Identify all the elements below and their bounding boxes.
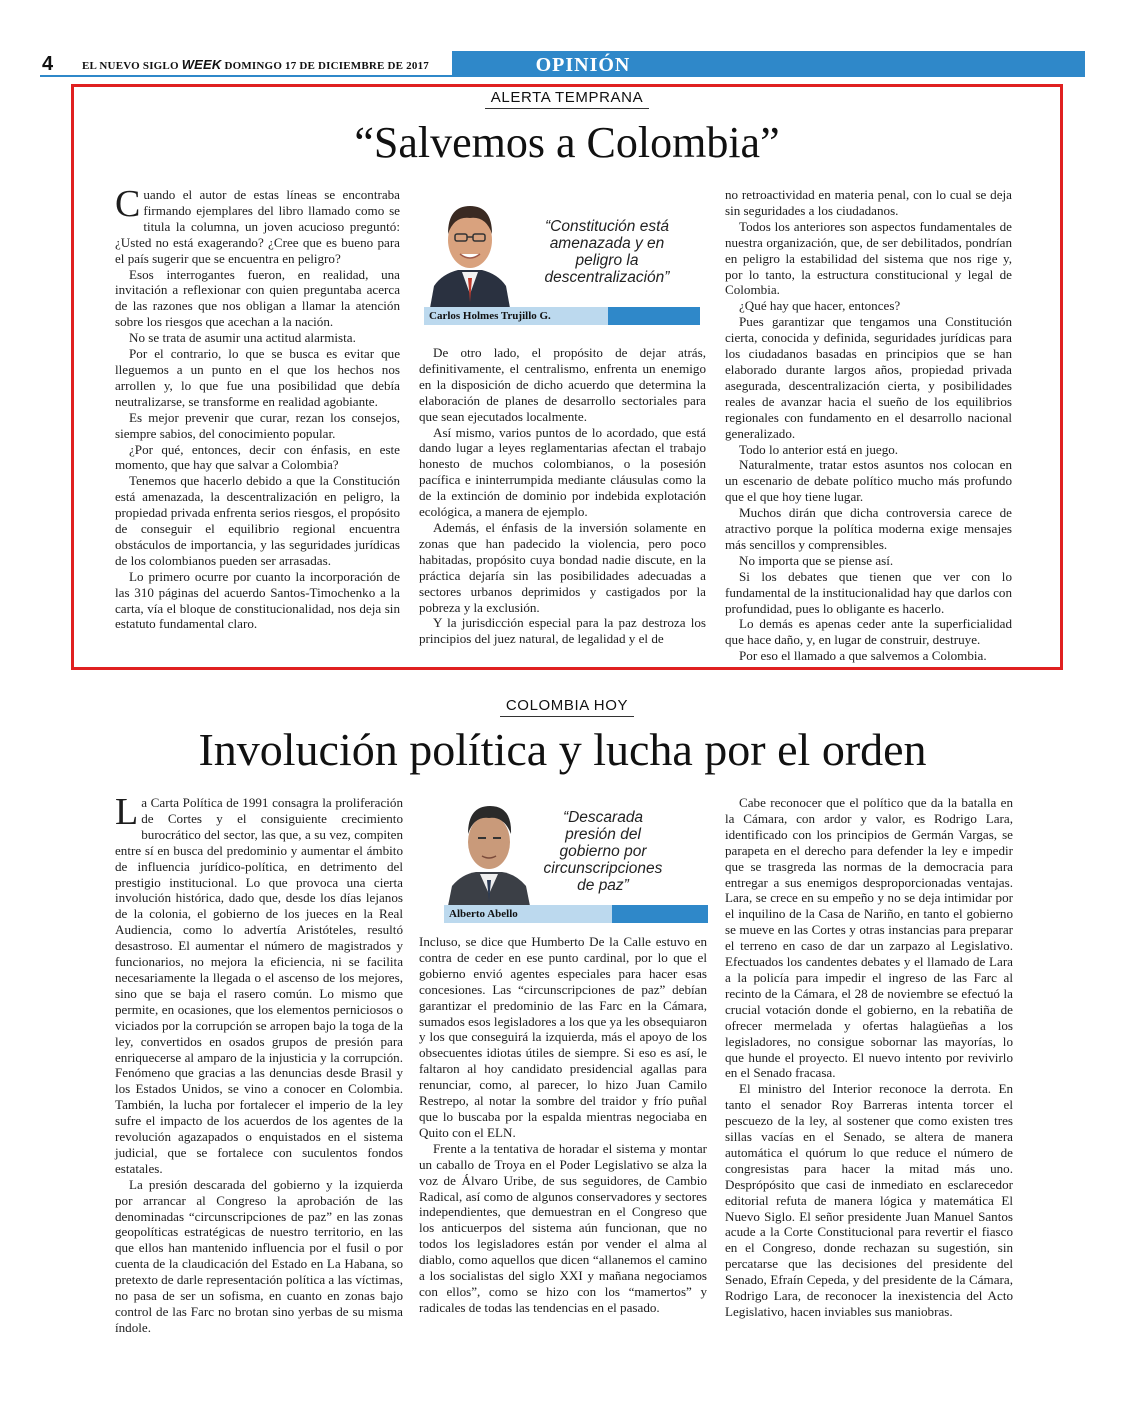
article1-col1-para xyxy=(115,183,400,267)
page-number: 4 xyxy=(42,53,54,75)
author-bar-accent xyxy=(612,905,708,923)
article1-column-3 xyxy=(725,187,1012,664)
article2-col1-text: a Carta Política de 1991 consagra la proliferación de Cortes y el consiguiente crecimiento burocrático del sector, las que, a su vez, compiten entre sí en busca del predominio y aumentar el ámbito de influencia jurídico-política, en detrimento del prestigio institucional. Lo que provoca una cierta involución histórica, dado que, desde los días lejanos de la colonia, el gobierno de los jueces en la Real Audiencia, como lo advertía Aristóteles, resultó desastroso. El aumentar el número de magistrados y funcionarios, no mejora la eficiencia, ni se facilita necesariamente la llegada o el ascenso de los mejores, sino que se baja el rasero común. Lo mismo que permite, en ocasiones, que los elementos perniciosos o viciados por la corrupción se arropen bajo la toga de la ley, convertidos en osados grupos de presión para enriquecerse al amparo de la injusticia y la corrupción. Fenómeno que gracias a las denuncias desde Brasil y los Estados Unidos, se vino a conocer en Colombia. También, la lucha por fortalecer el imperio de la ley sufre el impacto de los acuerdos de los agentes de la revolución agazapados o enquistados en el sistema judicial, que se fortalece con suculentos fondos estatales. xyxy=(115,795,403,1176)
article1-col1-para: No se trata de asumir una actitud alarmista. xyxy=(129,330,356,346)
article1-drop-cap: C xyxy=(115,183,141,225)
author-portrait-image xyxy=(444,794,534,906)
author-bar-accent xyxy=(608,307,700,325)
article2-title: Involución política y lucha por el orden xyxy=(198,724,927,775)
article1-col2-para: Además, el énfasis de la inversión solamente en zonas que han padecido la violencia, pero poco habitadas, propósito cuya bondad nadie discute, en la práctica dejaría sin las posibilidades adecuadas a sectores urbanos deprimidos y castigados por la pobreza y la exclusión. xyxy=(419,519,706,615)
article1-col3-para: Todo lo anterior está en juego. xyxy=(739,441,899,457)
article2-column-1 xyxy=(115,791,403,1336)
article1-col3-para: ¿Qué hay que hacer, entonces? xyxy=(739,298,901,314)
article2-drop-cap: L xyxy=(115,791,139,833)
article1-col1-para: Por el contrario, lo que se busca es evitar que lleguemos a un punto en el que los hechos nos arrollen y, lo que fue una posibilidad que debía neutralizarse, se transforme en realidad agobiante. xyxy=(115,346,400,409)
article1-author-name: Carlos Holmes Trujillo G. xyxy=(424,307,608,325)
article1-title: “Salvemos a Colombia” xyxy=(354,118,780,167)
article1-col2-para: De otro lado, el propósito de dejar atrás, definitivamente, el centralismo, enfrenta un enemigo en la disposición de dicho acuerdo que determina la elaboración de planes de desarrollo sectoriales para que sean ejecutados localmente. xyxy=(419,345,706,424)
article2-author-bar xyxy=(444,905,708,923)
article2-col3-para: El ministro del Interior reconoce la derrota. En tanto el senador Roy Barreras intenta torcer el pescuezo de la ley, al sostener que como existen tres sillas vacías en el Senado, se altera de manera automática el quórum lo que reduce el número de congresistas para hacer la mitad más uno. Desprópósito que casi de inmediato en esclarecedor editorial refuta de manera lógica y matemática El Nuevo Siglo. El señor presidente Juan Manuel Santos acude a la Corte Constitucional para revertir el fiasco en el Congreso, donde rechazan su sugestión, sin percatarse que las decisiones del presidente del Senado, Efraín Cepeda, y del presidente de la Cámara, Rodrigo Lara, de reconocer la inexistencia del Acto Legislativo, hacen inviables sus maniobras. xyxy=(725,1081,1013,1319)
article1-kicker xyxy=(71,89,1063,109)
article1-col3-para: Por eso el llamado a que salvemos a Colombia. xyxy=(739,648,987,664)
article2-column-3 xyxy=(725,795,1013,1320)
article1-col3-para: no retroactividad en materia penal, con lo cual se deja sin seguridades a los ciudadanos. xyxy=(725,187,1012,218)
edition-name: WEEK xyxy=(181,57,222,72)
publication-name: EL NUEVO SIGLO xyxy=(82,60,179,72)
article1-col3-para: Lo demás es apenas ceder ante la superficialidad que hace daño, y, en lugar de construir, destruye. xyxy=(725,616,1012,648)
article2-author-name: Alberto Abello xyxy=(444,905,612,923)
author-portrait-image xyxy=(424,190,516,308)
article1-column-1 xyxy=(115,183,400,632)
article1-col3-para: Pues garantizar que tengamos una Constitución cierta, conocida y definida, seguridades jurídicas para los ciudadanos basadas en principios que se han elaborado durante largos años, propiedad privada asegurada, descentralización cierta, y posibilidades reales de avanzar hacia el sueño de los equilibrios regionales con fundamento en el desarrollo nacional generalizado. xyxy=(725,314,1012,441)
page-header xyxy=(40,51,1085,77)
article1-col3-para: Naturalmente, tratar estos asuntos nos colocan en un escenario de debate político mucho más profundo que el que hoy tiene lugar. xyxy=(725,457,1012,505)
article1-col1-para: Lo primero ocurre por cuanto la incorporación de las 310 páginas del acuerdo Santos-Timochenko a la carta, vía el bloque de constitucionalidad, nos deja sin estatuto fundamental claro. xyxy=(115,568,400,632)
author-portrait-photo xyxy=(424,190,516,308)
section-title: OPINIÓN xyxy=(535,54,631,76)
author-portrait-photo xyxy=(444,794,534,906)
article1-col1-para: Es mejor prevenir que curar, rezan los consejos, siempre sabios, del conocimiento popular. xyxy=(115,409,400,441)
article1-col1-para: Esos interrogantes fueron, en realidad, una invitación a reflexionar con quien preguntaba acerca de las razones que nos obligan a llamar la atención sobre los riesgos que acechan a la nación. xyxy=(115,266,400,330)
publication-line xyxy=(82,57,429,72)
article2-kicker-text: COLOMBIA HOY xyxy=(500,697,634,717)
article1-col1-para: Tenemos que hacerlo debido a que la Constitución está amenazada, la descentralización en peligro, la propiedad privada enfrenta serios riesgos, el propósito de conseguir el equilibrio regional encuentra obstáculos de importancia, y las seguridades jurídicas de los colombianos pueden ser arrasadas. xyxy=(115,473,400,568)
article1-col3-para: Todos los anteriores son aspectos fundamentales de nuestra organización, que, de ser debilitados, pondrían en peligro la estabilidad del sistema que nos rige y, por lo tanto, la estructura constitucional y legal de Colombia. xyxy=(725,218,1012,298)
article2-col1-para: La presión descarada del gobierno y la izquierda por arrancar al Congreso la aprobación de las denominadas “circunscripciones de paz” en las zonas geopolíticas estratégicas de nuestro territorio, en las que ellos han mantenido influencia por el fusil o por cuenta de la claudicación del Estado en La Habana, so pretexto de darle representación política a las víctimas, no pasa de ser un sofisma, en cuanto en zonas bajo control de las Farc no brotan sino yerbas de su misma índole. xyxy=(115,1176,403,1335)
article1-column-2 xyxy=(419,345,706,647)
publication-date: DOMINGO 17 DE DICIEMBRE DE 2017 xyxy=(224,60,429,72)
article1-col3-para: No importa que se piense así. xyxy=(739,552,894,568)
article1-col3-para: Muchos dirán que dicha controversia carece de atractivo porque la política moderna exige mensajes más sencillos y comprensibles. xyxy=(725,505,1012,552)
article2-column-2 xyxy=(419,934,707,1316)
article2-col2-para: Incluso, se dice que Humberto De la Calle estuvo en contra de ceder en ese punto cardinal, por lo que el gobierno envió agentes especiales para hacer esas concesiones. Las “circunscripciones de paz” debían garantizar el predominio de las Farc en la Cámara, sumados esos legisladores a los que ya les obsequiaron y los que conseguirá la izquierda, más el apoyo de los obsecuentes idiotas útiles de siempre. Si eso es así, le faltaron al hoy candidato presidencial agallas para renunciar, como, al parecer, lo hizo Juan Camilo Restrepo, al notar la sombre del traidor y frío puñal que lo buscaba por la espalda mientras negociaba en Quito con el ELN. xyxy=(419,934,708,1140)
article1-author-bar xyxy=(424,307,700,325)
article2-col3-para: Cabe reconocer que el político que da la batalla en la Cámara, con ardor y valor, es Rodrigo Lara, identificado con los principios de Germán Vargas, se parapeta en el derecho para defender la ley e impedir que se trasgreda las normas de la democracia para entregar a sus enemigos desproporcionadas ventajas. Lara, se crece en su empeño y no se deja intimidar por el inquilino de la Casa de Nariño, en tanto el gobierno se mueve en las Cortes y otras instancias para preparar el terreno en caso de dar un zarpazo al Legislativo. Efectuados los candentes debates y el llamado de Lara a la policía para impedir el ingreso de las Farc al recinto de la Cámara, el 28 de noviembre se efectuó la crucial votación donde el gobierno, en la rebatiña de ofrecer mermelada y ofertas halagüeñas a los legisladores, no consigue sobornar las mayorías, lo que hunde el proyecto. El nuevo intento por revivirlo en el Senado fracasa. xyxy=(725,795,1013,1081)
article1-col1-para: ¿Por qué, entonces, decir con énfasis, en este momento, que hay que salvar a Colombia? xyxy=(115,441,400,473)
article1-col2-para: Así mismo, varios puntos de lo acordado, que está dando lugar a leyes reglamentarias afectan el trabajo honesto de muchos colombianos, o la posesión pacífica e ininterrumpida mediante cláusulas como la de la extinción de dominio por indebida explotación ecológica, a manera de ejemplo. xyxy=(419,424,706,520)
article1-kicker-text: ALERTA TEMPRANA xyxy=(485,89,649,109)
header-rule xyxy=(40,75,452,77)
article2-kicker xyxy=(71,697,1063,717)
article2-col2-para: Frente a la tentativa de horadar el sistema y montar un caballo de Troya en el Poder Legislativo se alza la voz de Álvaro Uribe, de sus seguidores, de Cambio Radical, así como de algunos conservadores y sectores independientes, que demuestran en el Congreso que los anticuerpos del sistema aún funcionan, que no todos los legisladores están por vender el alma al diablo, como aquellos que dicen “allanemos el camino a los socialistas del siglo XXI y mañana negociamos con ellos”, como se hizo con los “mamertos” y radicales de todas las tendencias en el pasado. xyxy=(419,1140,707,1315)
article1-pull-quote: “Constitución está amenazada y en peligro la descentralización” xyxy=(544,218,670,286)
article1-col2-para: Y la jurisdicción especial para la paz destroza los principios del juez natural, de legalidad y el de xyxy=(419,615,706,647)
article2-pull-quote: “Descarada presión del gobierno por circunscripciones de paz” xyxy=(543,809,663,894)
article1-col1-text: uando el autor de estas líneas se encontraba firmando ejemplares del libro llamado como se titula la columna, un joven acucioso preguntó: ¿Usted no está exagerando? ¿Cree que es bueno para el país sugerir que se encuentra en peligro? xyxy=(115,187,400,266)
article1-col3-para: Si los debates que tienen que ver con lo fundamental de la institucionalidad hay que darlos con profundidad, pues lo obligante es hacerlo. xyxy=(725,568,1012,616)
article2-col1-para xyxy=(115,791,403,1177)
